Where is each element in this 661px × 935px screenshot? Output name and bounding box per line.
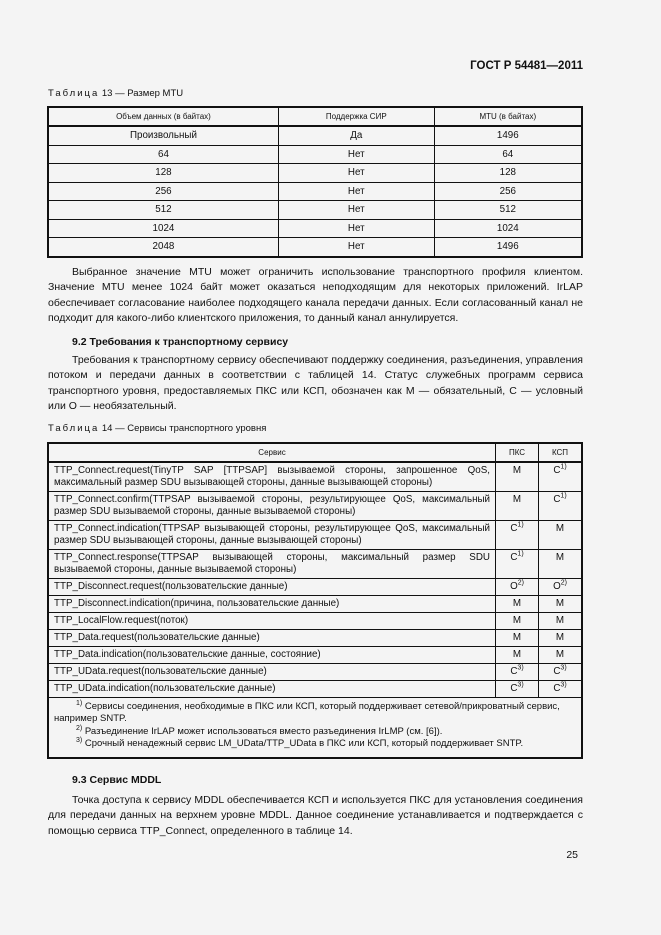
service-cell: TTP_UData.request(пользовательские данные) bbox=[48, 663, 496, 680]
status-value: C bbox=[510, 522, 518, 534]
status-value: C bbox=[510, 551, 518, 563]
table13-caption bbox=[48, 88, 583, 99]
caption-text: 14 — Сервисы транспортного уровня bbox=[101, 422, 267, 434]
ksp-cell bbox=[539, 520, 583, 549]
column-header: Поддержка СИР bbox=[278, 107, 434, 126]
table14-caption bbox=[48, 423, 583, 434]
service-cell: TTP_Connect.response(TTPSAP вызывающей стороны, максимальный размер SDU вызываемой стороны, данные вызываемой стороны) bbox=[48, 549, 496, 578]
table-cell: 1024 bbox=[434, 219, 582, 238]
status-value: C bbox=[553, 464, 561, 476]
pks-cell bbox=[496, 646, 539, 663]
pks-cell bbox=[496, 462, 539, 492]
status-value: M bbox=[512, 464, 522, 476]
column-header: ПКС bbox=[496, 443, 539, 462]
column-header: Сервис bbox=[48, 443, 496, 462]
status-value: M bbox=[555, 648, 565, 660]
status-value: O bbox=[553, 580, 561, 592]
table-cell: 512 bbox=[48, 201, 278, 220]
table-cell: 256 bbox=[434, 182, 582, 201]
table-row bbox=[48, 646, 582, 663]
footnote-text: Сервисы соединения, необходимые в ПКС или КСП, который поддерживает сетевой/прикроватный сервис, например SNTP. bbox=[54, 700, 560, 724]
table-cell: 1496 bbox=[434, 238, 582, 257]
table-row bbox=[48, 145, 582, 164]
footnote-text: Разъединение IrLAP может использоваться вместо разъединения IrLMP (см. [6]). bbox=[82, 725, 443, 737]
table-row bbox=[48, 629, 582, 646]
pks-cell bbox=[496, 629, 539, 646]
status-value: C bbox=[553, 665, 561, 677]
status-value: C bbox=[553, 493, 561, 505]
ksp-cell bbox=[539, 646, 583, 663]
pks-cell bbox=[496, 520, 539, 549]
service-cell: TTP_Connect.indication(TTPSAP вызывающей стороны, результирующее QoS, максимальный размер SDU вызывающей стороны, данные вызывающей стороны) bbox=[48, 520, 496, 549]
paragraph-text: Требования к транспортному сервису обеспечивают поддержку соединения, разъединения, управления потоком и передачи данных в соответствии с таблицей 14. Статус служебных программ сервиса транспортного уровня, предоставляемых ПКС или КСП, обозначен как М — обязательный, С — условный или О — необязательный. bbox=[48, 353, 583, 412]
table-row bbox=[48, 491, 582, 520]
status-value: M bbox=[512, 631, 522, 643]
footnote-ref: 2) bbox=[560, 579, 567, 587]
table-cell: 64 bbox=[48, 145, 278, 164]
table-cell: Да bbox=[278, 126, 434, 145]
table-cell: 1024 bbox=[48, 219, 278, 238]
paragraph-text: Точка доступа к сервису MDDL обеспечивается КСП и используется ПКС для установления соединения для передачи данных на верхнем уровне MDDL. Данное соединение устанавливается и подтверждается с помощью сервиса TTP_Connect, определенного в таблице 14. bbox=[48, 793, 583, 837]
pks-cell bbox=[496, 595, 539, 612]
table-cell: Нет bbox=[278, 164, 434, 183]
ksp-cell bbox=[539, 680, 583, 697]
table-cell: 128 bbox=[48, 164, 278, 183]
footnote-mark: 1) bbox=[76, 699, 83, 707]
status-value: C bbox=[510, 682, 518, 694]
heading-text: 9.2 Требования к транспортному сервису bbox=[72, 335, 289, 348]
column-header: MTU (в байтах) bbox=[434, 107, 582, 126]
service-cell: TTP_Disconnect.request(пользовательские данные) bbox=[48, 578, 496, 595]
status-value: M bbox=[512, 493, 522, 505]
table-row bbox=[48, 612, 582, 629]
section-9-2-paragraph bbox=[48, 353, 583, 415]
table-cell: Нет bbox=[278, 238, 434, 257]
service-cell: TTP_Disconnect.indication(причина, пользовательские данные) bbox=[48, 595, 496, 612]
table-mtu-size bbox=[47, 106, 583, 258]
ksp-cell bbox=[539, 595, 583, 612]
ksp-cell bbox=[539, 612, 583, 629]
footnote-mark: 3) bbox=[76, 736, 83, 744]
pks-cell bbox=[496, 663, 539, 680]
table-row bbox=[48, 219, 582, 238]
table-row bbox=[48, 238, 582, 257]
service-cell: TTP_Data.indication(пользовательские данные, состояние) bbox=[48, 646, 496, 663]
column-header: Объем данных (в байтах) bbox=[48, 107, 278, 126]
table-transport-services bbox=[47, 442, 583, 759]
table-cell: Нет bbox=[278, 201, 434, 220]
service-cell: TTP_LocalFlow.request(поток) bbox=[48, 612, 496, 629]
section-9-3-paragraph bbox=[48, 793, 583, 840]
table-row bbox=[48, 595, 582, 612]
status-value: M bbox=[512, 648, 522, 660]
table-row bbox=[48, 663, 582, 680]
service-cell: TTP_Connect.request(TinyTP SAP [TTPSAP] вызываемой стороны, запрошенное QoS, максимальный размер SDU вызывающей стороны, данные вызывающей стороны) bbox=[48, 462, 496, 492]
table-cell: Произвольный bbox=[48, 126, 278, 145]
table-cell: 1496 bbox=[434, 126, 582, 145]
footnote-ref: 1) bbox=[560, 463, 567, 471]
table-row bbox=[48, 182, 582, 201]
pks-cell bbox=[496, 491, 539, 520]
table-cell: 64 bbox=[434, 145, 582, 164]
footnote-ref: 3) bbox=[517, 664, 524, 672]
table-row bbox=[48, 164, 582, 183]
footnote-ref: 1) bbox=[517, 550, 524, 558]
heading-text: 9.3 Сервис MDDL bbox=[72, 773, 162, 786]
table-row bbox=[48, 201, 582, 220]
footnote-ref: 3) bbox=[560, 664, 567, 672]
status-value: M bbox=[555, 614, 565, 626]
footnote-ref: 1) bbox=[517, 521, 524, 529]
table-cell: 128 bbox=[434, 164, 582, 183]
ksp-cell bbox=[539, 663, 583, 680]
section-9-2-heading bbox=[72, 335, 583, 350]
pks-cell bbox=[496, 612, 539, 629]
footnote-ref: 3) bbox=[517, 681, 524, 689]
footnote-ref: 2) bbox=[517, 579, 524, 587]
footnote-text: Срочный ненадежный сервис LM_UData/TTP_UData в ПКС или КСП, который поддерживает SNTP. bbox=[82, 738, 524, 749]
table-cell: 2048 bbox=[48, 238, 278, 257]
footnote-mark: 2) bbox=[76, 724, 83, 732]
table-cell: 512 bbox=[434, 201, 582, 220]
footnote bbox=[54, 726, 576, 739]
service-cell: TTP_Connect.confirm(TTPSAP вызываемой стороны, результирующее QoS, максимальный размер SDU вызываемой стороны, данные вызываемой стороны) bbox=[48, 491, 496, 520]
table-row bbox=[48, 462, 582, 492]
table-row bbox=[48, 578, 582, 595]
ksp-cell bbox=[539, 629, 583, 646]
status-value: M bbox=[555, 597, 565, 609]
table-cell: Нет bbox=[278, 219, 434, 238]
status-value: M bbox=[555, 631, 565, 643]
table-cell: Нет bbox=[278, 182, 434, 201]
footnote bbox=[54, 701, 576, 726]
pks-cell bbox=[496, 680, 539, 697]
caption-text: 13 — Размер MTU bbox=[101, 88, 184, 99]
table-row bbox=[48, 520, 582, 549]
status-value: M bbox=[555, 522, 565, 534]
section-9-3-heading bbox=[72, 773, 583, 788]
footnote bbox=[54, 738, 576, 751]
caption-prefix: Таблица bbox=[48, 422, 100, 434]
table-row bbox=[48, 126, 582, 145]
column-header: КСП bbox=[539, 443, 583, 462]
table-row bbox=[48, 680, 582, 697]
table-cell: 256 bbox=[48, 182, 278, 201]
service-cell: TTP_Data.request(пользовательские данные) bbox=[48, 629, 496, 646]
status-value: M bbox=[512, 597, 522, 609]
paragraph-mtu bbox=[48, 265, 583, 327]
page-number: 25 bbox=[566, 849, 578, 861]
pks-cell bbox=[496, 578, 539, 595]
ksp-cell bbox=[539, 491, 583, 520]
document-header: ГОСТ Р 54481—2011 bbox=[470, 60, 583, 72]
ksp-cell bbox=[539, 462, 583, 492]
ksp-cell bbox=[539, 578, 583, 595]
status-value: C bbox=[553, 682, 561, 694]
service-cell: TTP_UData.indication(пользовательские данные) bbox=[48, 680, 496, 697]
footnotes bbox=[48, 697, 582, 758]
status-value: M bbox=[512, 614, 522, 626]
pks-cell bbox=[496, 549, 539, 578]
status-value: M bbox=[555, 551, 565, 563]
caption-prefix: Таблица bbox=[48, 88, 100, 99]
paragraph-text: Выбранное значение MTU может ограничить использование транспортного профиля клиентом. Значение MTU менее 1024 байт может оказаться неподходящим для некоторых приложений. IrLAP обеспечивает согласование наиболее подходящего канала передачи данных. Если согласованный канал не подходит для какого-либо клиентского приложения, то данный канал аннулируется. bbox=[48, 265, 583, 324]
table-row bbox=[48, 549, 582, 578]
status-value: C bbox=[510, 665, 518, 677]
footnote-ref: 1) bbox=[560, 492, 567, 500]
footnote-ref: 3) bbox=[560, 681, 567, 689]
table-cell: Нет bbox=[278, 145, 434, 164]
footnotes-row bbox=[48, 697, 582, 758]
ksp-cell bbox=[539, 549, 583, 578]
status-value: O bbox=[510, 580, 518, 592]
